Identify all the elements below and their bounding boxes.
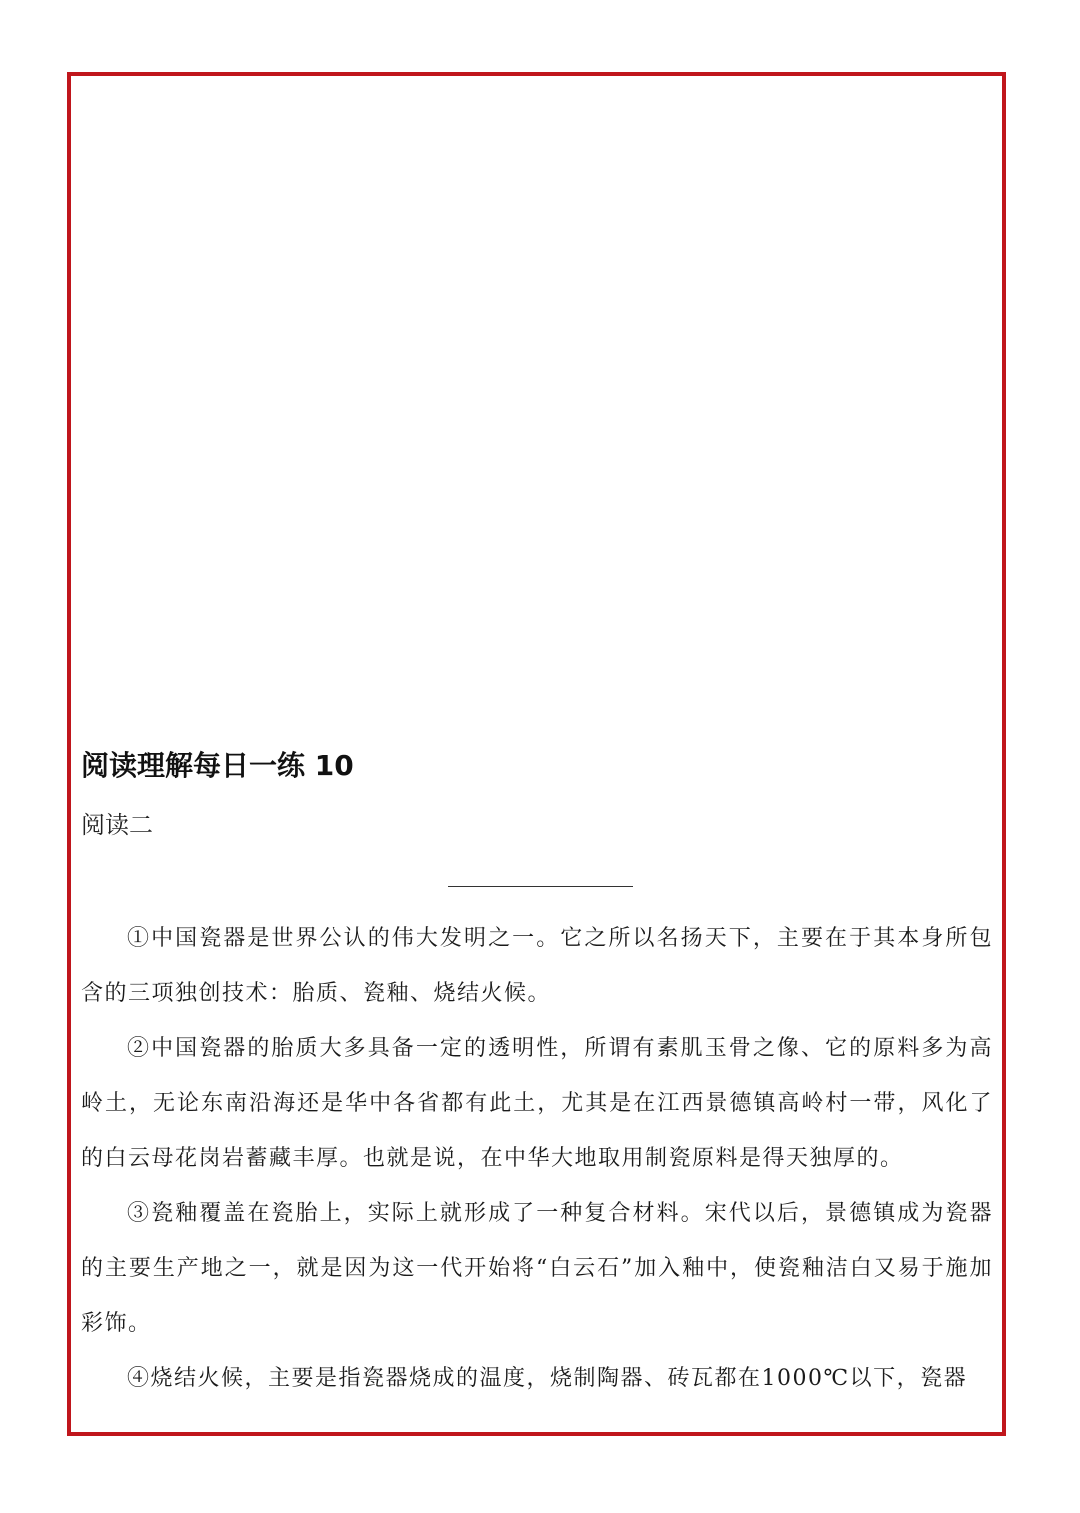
paragraph-3: ③瓷釉覆盖在瓷胎上，实际上就形成了一种复合材料。宋代以后，景德镇成为瓷器的主要生产地之一，就是因为这一代开始将“白云石”加入釉中，使瓷釉洁白又易于施加彩饰。 [81,1201,993,1336]
page-title: 阅读理解每日一练 10 [81,749,354,782]
paragraph-4: ④烧结火候，主要是指瓷器烧成的温度，烧制陶器、砖瓦都在1000℃以下，瓷器 [127,1366,968,1391]
fill-in-blank-line [448,886,633,887]
article-body [81,911,993,1406]
paragraph-1: ①中国瓷器是世界公认的伟大发明之一。它之所以名扬天下，主要在于其本身所包含的三项独创技术：胎质、瓷釉、烧结火候。 [81,926,993,1006]
section-subtitle: 阅读二 [81,811,153,839]
paragraph-2: ②中国瓷器的胎质大多具备一定的透明性，所谓有素肌玉骨之像、它的原料多为高岭土，无论东南沿海还是华中各省都有此土，尤其是在江西景德镇高岭村一带，风化了的白云母花岗岩蓄藏丰厚。也就是说，在中华大地取用制瓷原料是得天独厚的。 [81,1036,993,1171]
